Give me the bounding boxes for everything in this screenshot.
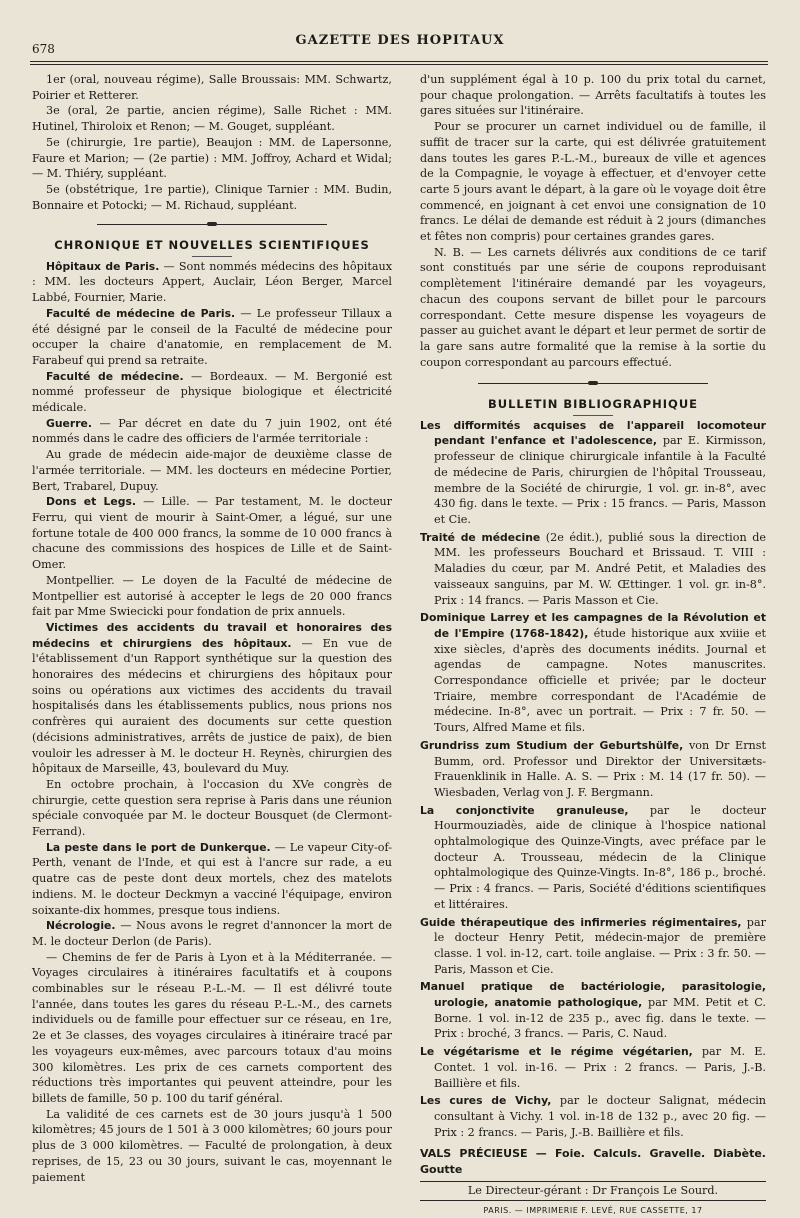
railway-paragraph: N. B. — Les carnets délivrés aux conditions de ce tarif sont constitués par une série de coupons reproduisant complètement l'itinéraire demandé par les voyageurs, chacun des coupons servant de billet pour le parcours correspondant. Cette mesure dispense les voyageurs de passer au guichet avant le départ et leur permet de sortir de la gare sans autre formalité que la remise à la sortie du coupon correspondant au parcours effectué. bbox=[420, 245, 766, 369]
news-paragraph: La peste dans le port de Dunkerque. — Le vapeur City-of-Perth, venant de l'Inde, et qui est à l'ancre sur rade, a eu quatre cas de peste dont deux mortels, chez des matelots indiens. M. le docteur Deckmyn a vacciné l'équipage, environ soixante-dix hommes, presque tous indiens. bbox=[32, 840, 392, 917]
news-paragraph: La validité de ces carnets est de 30 jours jusqu'à 1 500 kilomètres; 45 jours de 1 501 à 3 000 kilomètres; 60 jours pour plus de 3 000 kilomètres. — Faculté de prolongation, à deux reprises, de 15, 23 ou 30 jours, suivant le cas, moyennant le paiement bbox=[32, 1107, 392, 1184]
book-entry: Traité de médecine (2e édit.), publié sous la direction de MM. les professeurs Bouchard et Brissaud. T. VIII : Maladies du cœur, par M. André Petit, et Maladies des vaisseaux sanguins, par M. W. Œttinger. 1 vol. gr. in-8°. Prix : 14 francs. — Paris Masson et Cie. bbox=[420, 530, 766, 607]
ornament-divider bbox=[32, 216, 392, 232]
news-paragraph: Nécrologie. — Nous avons le regret d'annoncer la mort de M. le docteur Derlon (de Paris). bbox=[32, 919, 392, 948]
railway-paragraph: Pour se procurer un carnet individuel ou de famille, il suffit de tracer sur la carte, qui est délivrée gratuitement dans toutes les gares P.-L.-M., bureaux de ville et agences de la Compagnie, le voyage à effectuer, et d'envoyer cette carte 5 jours avant le départ, à la gare où le voyage doit être commencé, en joignant à cet envoi une consignation de 10 francs. Le délai de demande est réduit à 2 jours (dimanches et fêtes non compris) pour certaines grandes gares. bbox=[420, 120, 766, 244]
director-line: Le Directeur-gérant : Dr François Le Sourd. bbox=[420, 1181, 766, 1201]
book-entry: Les difformités acquises de l'appareil locomoteur pendant l'enfance et l'adolescence, par E. Kirmisson, professeur de clinique chirurgicale infantile à la Faculté de médecine de Paris, chirurgien de l'hôpital Trousseau, membre de la Société de chirurgie, 1 vol. gr. in-8°, avec 430 fig. dans le texte. — Prix : 15 francs. — Paris, Masson et Cie. bbox=[420, 418, 766, 526]
book-entry: Dominique Larrey et les campagnes de la Révolution et de l'Empire (1768-1842), étude historique aux xviiie et xixe siècles, d'après des documents inédits. Journal et agendas de campagne. Notes manuscrites. Correspondance officielle et privée; par le docteur Triaire, membre correspondant de l'Académie de médecine. In-8°, avec un portrait. — Prix : 7 fr. 50. — Tours, Alfred Mame et fils. bbox=[420, 611, 766, 735]
book-entry: Guide thérapeutique des infirmeries régimentaires, par le docteur Henry Petit, médecin-major de première classe. 1 vol. in-12, cart. toile anglaise. — Prix : 3 fr. 50. — Paris, Masson et Cie. bbox=[420, 915, 766, 976]
header-rule bbox=[30, 61, 768, 62]
short-rule bbox=[192, 256, 232, 257]
exam-line: 5e (chirurgie, 1re partie), Beaujon : MM. de Lapersonne, Faure et Marion; — (2e partie) : MM. Joffroy, Achard et Widal; — M. Thiéry, suppléant. bbox=[32, 135, 392, 181]
section-title-chronique: CHRONIQUE ET NOUVELLES SCIENTIFIQUES bbox=[54, 238, 370, 253]
news-paragraph: Victimes des accidents du travail et honoraires des médecins et chirurgiens des hôpitaux. — En vue de l'établissement d'un Rapport synthétique sur la question des honoraires des médecins et chirurgiens des hôpitaux pour soins ou opérations aux victimes des accidents du travail hospitalisés dans les établissements publics, nous prions nos confrères qui auraient des documents sur cette question (décisions administratives, arrêts de justice de paix), de bien vouloir les adresser à M. le docteur H. Reynès, chirurgien des hôpitaux de Marseille, 43, boulevard du Muy. bbox=[32, 620, 392, 776]
ornament-divider bbox=[420, 375, 766, 391]
exam-line: 1er (oral, nouveau régime), Salle Broussais: MM. Schwartz, Poirier et Retterer. bbox=[32, 73, 392, 102]
news-paragraph: En octobre prochain, à l'occasion du XVe congrès de chirurgie, cette question sera reprise à Paris dans une réunion spéciale convoquée par M. le docteur Bousquet (de Clermont-Ferrand). bbox=[32, 777, 392, 839]
book-entry: Grundriss zum Studium der Geburtshülfe, von Dr Ernst Bumm, ord. Professor und Direktor der Universitæts-Frauenklinik in Halle. A. S. — Prix : M. 14 (17 fr. 50). — Wiesbaden, Verlag von J. F. Bergmann. bbox=[420, 738, 766, 799]
page-number: 678 bbox=[32, 42, 55, 56]
news-paragraph: Faculté de médecine. — Bordeaux. — M. Bergonié est nommé professeur de physique biologique et électricité médicale. bbox=[32, 369, 392, 415]
news-paragraph: Dons et Legs. — Lille. — Par testament, M. le docteur Ferru, qui vient de mourir à Saint-Omer, a légué, sur une fortune totale de 400 000 francs, la somme de 10 000 francs à chacune des commissions des hospices de Lille et de Saint-Omer. bbox=[32, 495, 392, 572]
news-paragraph: Montpellier. — Le doyen de la Faculté de médecine de Montpellier est autorisé à accepter le legs de 20 000 francs fait par Mme Swiecicki pour fondation de prix annuels. bbox=[32, 573, 392, 619]
news-paragraph: — Chemins de fer de Paris à Lyon et à la Méditerranée. — Voyages circulaires à itinéraires facultatifs et à coupons combinables sur le réseau P.-L.-M. — Il est délivré toute l'année, dans toutes les gares du réseau P.-L.-M., des carnets individuels ou de famille pour effectuer sur ce réseau, en 1re, 2e et 3e classes, des voyages circulaires à itinéraire tracé par les voyageurs eux-mêmes, avec parcours totaux d'au moins 300 kilomètres. Les prix de ces carnets comportent des réductions très importantes qui peuvent atteindre, pour les billets de famille, 50 p. 100 du tarif général. bbox=[32, 950, 392, 1105]
right-column bbox=[420, 72, 766, 1218]
news-paragraph: Guerre. — Par décret en date du 7 juin 1902, ont été nommés dans le cadre des officiers de l'armée territoriale : bbox=[32, 416, 392, 446]
page-header bbox=[0, 28, 800, 58]
journal-title: GAZETTE DES HOPITAUX bbox=[295, 33, 505, 48]
vals-advert: VALS PRÉCIEUSE — Foie. Calculs. Gravelle. Diabète. Goutte bbox=[420, 1147, 766, 1177]
short-rule bbox=[573, 415, 613, 416]
book-entry: Le végétarisme et le régime végétarien, par M. E. Contet. 1 vol. in-16. — Prix : 2 francs. — Paris, J.-B. Baillière et fils. bbox=[420, 1045, 766, 1090]
book-entry: Les cures de Vichy, par le docteur Salignat, médecin consultant à Vichy. 1 vol. in-18 de 132 p., avec 20 fig. — Prix : 2 francs. — Paris, J.-B. Baillière et fils. bbox=[420, 1094, 766, 1139]
imprint-line: PARIS. — IMPRIMERIE F. LEVÉ, RUE CASSETTE, 17 bbox=[483, 1205, 703, 1215]
exam-line: 3e (oral, 2e partie, ancien régime), Salle Richet : MM. Hutinel, Thiroloix et Renon; — M. Gouget, suppléant. bbox=[32, 104, 392, 134]
news-paragraph: Faculté de médecine de Paris. — Le professeur Tillaux a été désigné par le conseil de la Faculté de médecine pour occuper la chaire d'anatomie, en remplacement de M. Farabeuf qui prend sa retraite. bbox=[32, 306, 392, 367]
left-column bbox=[32, 72, 392, 1185]
header-rule-double bbox=[30, 64, 768, 65]
news-paragraph: Au grade de médecin aide-major de deuxième classe de l'armée territoriale. — MM. les docteurs en médecine Portier, Bert, Trabarel, Dupuy. bbox=[32, 448, 392, 493]
book-entry: La conjonctivite granuleuse, par le docteur Hourmouziadès, aide de clinique à l'hospice national ophtalmologique des Quinze-Vingts, avec préface par le docteur A. Trousseau, médecin de la Clinique ophtalmologique des Quinze-Vingts. In-8°, 186 p., broché. — Prix : 4 francs. — Paris, Société d'éditions scientifiques et littéraires. bbox=[420, 803, 766, 911]
section-title-bulletin: BULLETIN BIBLIOGRAPHIQUE bbox=[487, 397, 699, 412]
railway-paragraph: d'un supplément égal à 10 p. 100 du prix total du carnet, pour chaque prolongation. — Arrêts facultatifs à toutes les gares situées sur l'itinéraire. bbox=[420, 73, 766, 118]
news-paragraph: Hôpitaux de Paris. — Sont nommés médecins des hôpitaux : MM. les docteurs Appert, Auclair, Léon Berger, Marcel Labbé, Fournier, Marie. bbox=[32, 259, 392, 305]
book-entry: Manuel pratique de bactériologie, parasitologie, urologie, anatomie pathologique, par MM. Petit et C. Borne. 1 vol. in-12 de 235 p., avec fig. dans le texte. — Prix : broché, 3 francs. — Paris, C. Naud. bbox=[420, 980, 766, 1041]
exam-line: 5e (obstétrique, 1re partie), Clinique Tarnier : MM. Budin, Bonnaire et Potocki; — M. Richaud, suppléant. bbox=[32, 182, 392, 212]
